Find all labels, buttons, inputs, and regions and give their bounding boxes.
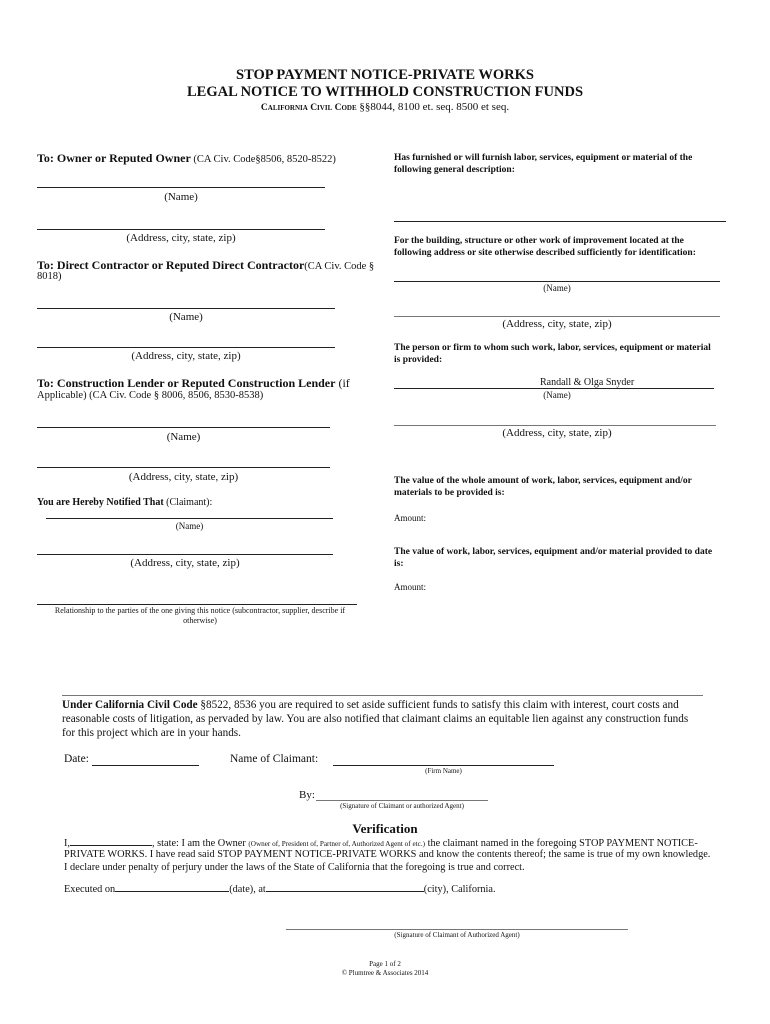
- whole-amount-label-b: materials to be provided is:: [394, 488, 505, 498]
- lender-heading: To: Construction Lender or Reputed Construction Lender (if: [37, 376, 350, 390]
- whole-amount-field[interactable]: Amount:: [394, 513, 427, 523]
- owner-address-label: (Address, city, state, zip): [126, 232, 236, 244]
- furnish-label: Has furnished or will furnish labor, services, equipment or material of the: [394, 153, 693, 163]
- relationship-label: Relationship to the parties of the one giving this notice (subcontractor, supplier, describe if: [54, 606, 346, 615]
- building-label-b: following address or site otherwise described sufficiently for identification:: [394, 248, 696, 258]
- person-address-line[interactable]: [394, 425, 716, 426]
- provided-label-b: is:: [394, 559, 404, 569]
- verification-signature-line[interactable]: [286, 929, 628, 930]
- claimant-label: Name of Claimant:: [230, 753, 319, 765]
- building-label: For the building, structure or other work of improvement located at the: [394, 236, 684, 246]
- notice-text-c: for this project which are in your hands.: [62, 727, 241, 739]
- person-value: Randall & Olga Snyder: [540, 377, 635, 388]
- contractor-name-line[interactable]: [37, 308, 335, 309]
- site-address-line[interactable]: [394, 316, 720, 317]
- copyright: © Plumtree & Associates 2014: [341, 969, 429, 977]
- date-line[interactable]: [92, 765, 199, 766]
- person-name-label: (Name): [543, 390, 571, 400]
- site-name-label: (Name): [543, 283, 571, 293]
- lender-name-label: (Name): [166, 431, 201, 443]
- claimant-address-line[interactable]: [37, 554, 333, 555]
- site-name-line[interactable]: [394, 281, 720, 282]
- person-line[interactable]: [394, 388, 714, 389]
- verification-heading: Verification: [352, 821, 418, 836]
- claimant-address-label: (Address, city, state, zip): [130, 557, 240, 569]
- code-citation: California Civil Code §§8044, 8100 et. seq. 8500 et seq.: [260, 101, 510, 113]
- site-address-label: (Address, city, state, zip): [502, 318, 612, 330]
- notice-text: Under California Civil Code §8522, 8536 you are required to set aside sufficient funds to satisfy this claim with interest, court costs and: [62, 699, 679, 711]
- firm-name-label: (Firm Name): [425, 767, 462, 775]
- by-label: By:: [299, 789, 315, 801]
- executed-date-line[interactable]: [115, 882, 229, 892]
- person-label-b: is provided:: [394, 355, 443, 365]
- owner-address-line[interactable]: [37, 229, 325, 230]
- provided-label: The value of work, labor, services, equipment and/or material provided to date: [394, 547, 713, 557]
- page-number: Page 1 of 2: [369, 960, 401, 968]
- signature-label: (Signature of Claimant or authorized Agent): [340, 802, 464, 810]
- contractor-address-line[interactable]: [37, 347, 335, 348]
- contractor-cite: 8018): [37, 271, 62, 282]
- notified-label: You are Hereby Notified That (Claimant):: [37, 497, 213, 508]
- lender-name-line[interactable]: [37, 427, 330, 428]
- person-address-label: (Address, city, state, zip): [502, 427, 612, 439]
- lender-address-line[interactable]: [37, 467, 330, 468]
- contractor-address-label: (Address, city, state, zip): [131, 350, 241, 362]
- date-label: Date:: [64, 753, 89, 765]
- relationship-label-b: otherwise): [183, 616, 217, 625]
- verification-line-2: PRIVATE WORKS. I have read said STOP PAYMENT NOTICE-PRIVATE WORKS and know the contents thereof; the same is true of my own knowledge.: [64, 849, 711, 860]
- relationship-line[interactable]: [37, 604, 357, 605]
- claimant-name-label: (Name): [175, 521, 204, 531]
- lender-cite: Applicable) (CA Civ. Code § 8006, 8506, 8530-8538): [37, 390, 264, 401]
- owner-name-line[interactable]: [37, 187, 325, 188]
- owner-name-label: (Name): [164, 191, 198, 203]
- signature-line[interactable]: [316, 800, 488, 801]
- verification-line-1: I, , state: I am the Owner (Owner of, President of, Partner of, Authorized Agent of etc.) the claimant named in the foregoing STOP PAYMENT NOTICE-: [64, 838, 698, 849]
- executed-row: Executed on (date), at (city), California.: [64, 884, 496, 895]
- firm-name-line[interactable]: [333, 765, 554, 766]
- description-line[interactable]: [394, 221, 726, 222]
- claimant-name-line[interactable]: [46, 518, 333, 519]
- owner-heading: To: Owner or Reputed Owner (CA Civ. Code§8506, 8520-8522): [37, 151, 336, 165]
- provided-amount-field[interactable]: Amount:: [394, 582, 427, 592]
- document-title: STOP PAYMENT NOTICE-PRIVATE WORKS: [236, 67, 534, 83]
- whole-amount-label: The value of the whole amount of work, labor, services, equipment and/or: [394, 476, 692, 486]
- furnish-label-b: following general description:: [394, 165, 515, 175]
- verification-name-line[interactable]: [70, 836, 152, 846]
- notice-rule: [62, 695, 703, 696]
- contractor-name-label: (Name): [169, 311, 203, 323]
- contractor-heading: To: Direct Contractor or Reputed Direct Contractor(CA Civ. Code §: [37, 258, 375, 272]
- person-label: The person or firm to whom such work, labor, services, equipment or material: [394, 343, 711, 353]
- verification-signature-label: (Signature of Claimant of Authorized Agent): [394, 931, 520, 939]
- notice-text-b: reasonable costs of litigation, as pervaded by law. You are also notified that claimant claims an equitable lien against any construction funds: [62, 713, 689, 725]
- lender-address-label: (Address, city, state, zip): [128, 471, 239, 483]
- document-subtitle: LEGAL NOTICE TO WITHHOLD CONSTRUCTION FUNDS: [186, 84, 584, 100]
- verification-line-3: I declare under penalty of perjury under the laws of the State of California that the foregoing is true and correct.: [64, 862, 525, 873]
- executed-city-line[interactable]: [266, 882, 424, 892]
